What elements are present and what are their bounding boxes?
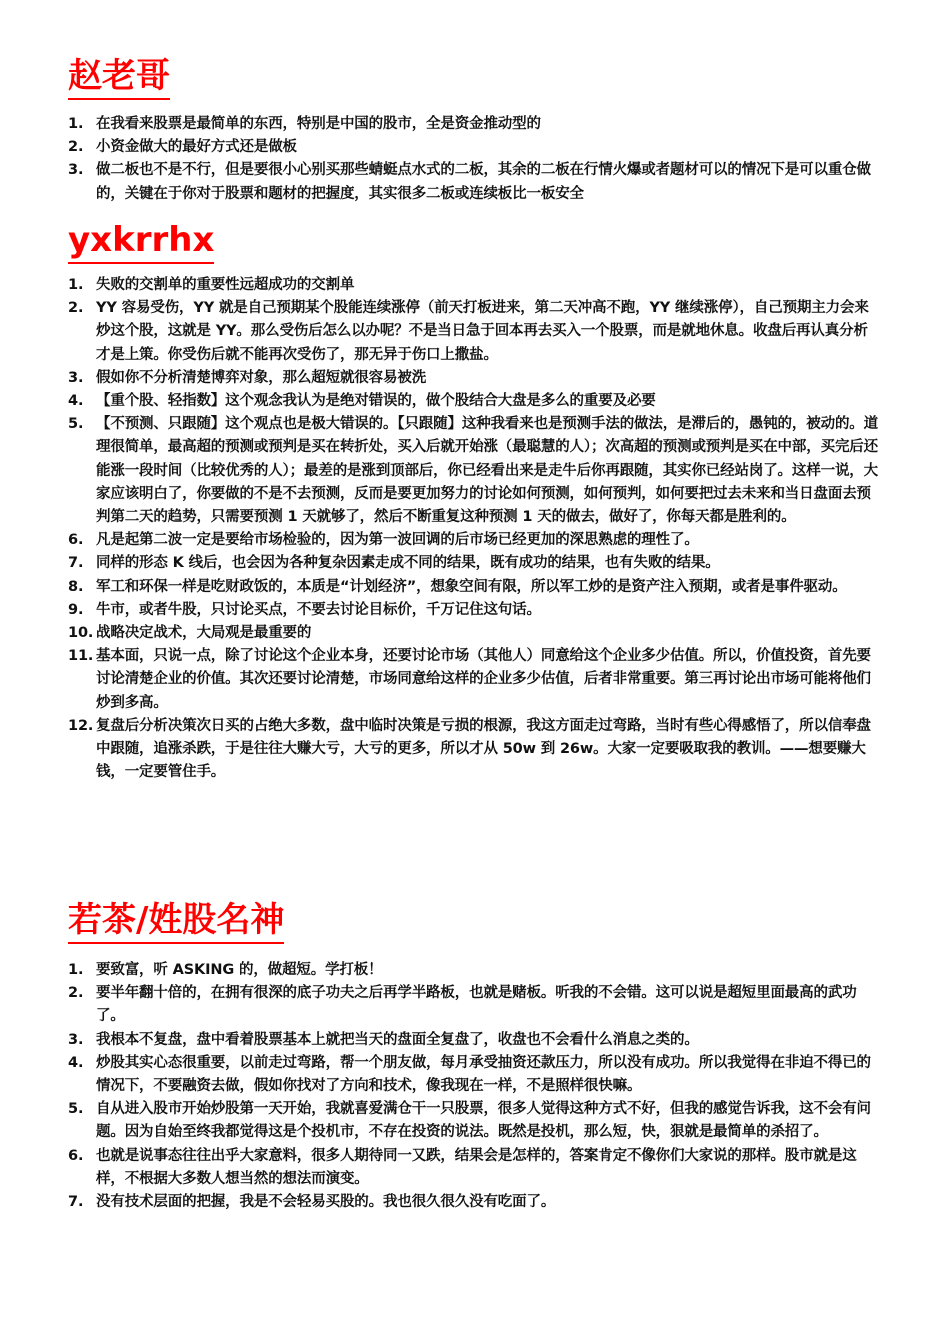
item-number: 6.: [68, 1147, 84, 1164]
list-item: [68, 1145, 880, 1191]
section-title-yxkrrhx: yxkrrhx: [68, 220, 214, 264]
item-number: 7.: [68, 555, 84, 572]
item-number: 5.: [68, 1101, 84, 1118]
list-item: [68, 552, 880, 575]
item-text: 【重个股、轻指数】这个观念我认为是绝对错误的，做个股结合大盘是多么的重要及必要: [96, 393, 656, 410]
item-text: 做二板也不是不行，但是要很小心别买那些蜻蜓点水式的二板，其余的二板在行情火爆或者题材可以的情况下是可以重仓做的，关键在于你对于股票和题材的把握度，其实很多二板或连续板比一板安全: [96, 162, 871, 202]
item-number: 11.: [68, 648, 94, 665]
item-text: 要致富，听 ASKING 的，做超短。学打板！: [96, 962, 383, 978]
item-text: 凡是起第二波一定是要给市场检验的，因为第一波回调的后市场已经更加的深思熟虑的理性了。: [96, 532, 699, 549]
list-item: [68, 159, 880, 205]
item-text: 【不预测、只跟随】这个观点也是极大错误的。【只跟随】这种我看来也是预测手法的做法，是滞后的，愚钝的，被动的。道理很简单，最高超的预测或预判是买在转折处，买入后就开始涨（最聪慧的人）；次高超的预测或预判是买在中部，买完后还能涨一段时间（比较优秀的人）；最差的是涨到顶部后，你已经看出来是走牛后你再跟随，其实你已经站岗了。这样一说，大家应该明白了，你要做的不是不去预测，反而是要更加努力的讨论如何预测，如何预判，如何要把过去未来和当日盘面去预判第二天的趋势，只需要预测 1 天就够了，然后不断重复这种预测 1 天的做去，做好了，你每天都是胜利的。: [96, 416, 878, 526]
quote-list-zhaolaoge: [68, 113, 880, 206]
quote-list-yxkrrhx: [68, 274, 880, 784]
item-text: YY 容易受伤，YY 就是自己预期某个股能连续涨停（前天打板进来，第二天冲高不跑，YY 继续涨停），自己预期主力会来炒这个股，这就是 YY。那么受伤后怎么以办呢？不是当日急于回本再去买入一个股票，而是就地休息。收盘后再认真分析才是上策。你受伤后就不能再次受伤了，那无异于伤口上撒盐。: [96, 300, 869, 363]
list-item: [68, 136, 880, 159]
item-text: 基本面，只说一点，除了讨论这个企业本身，还要讨论市场（其他人）同意给这个企业多少估值。所以，价值投资，首先要讨论清楚企业的价值。其次还要讨论清楚，市场同意给这样的企业多少估值，后者非常重要。第三再讨论出市场可能将他们炒到多高。: [96, 648, 871, 711]
list-item: [68, 1029, 880, 1052]
list-item: [68, 367, 880, 390]
item-number: 4.: [68, 1054, 84, 1071]
list-item: [68, 1052, 880, 1098]
item-number: 9.: [68, 601, 84, 618]
item-number: 1.: [68, 962, 84, 978]
list-item: [68, 297, 880, 367]
list-item: [68, 390, 880, 413]
item-number: 2.: [68, 300, 84, 317]
item-number: 2.: [68, 139, 84, 156]
section-title-rucha: 若茶/姓股名神: [68, 900, 284, 944]
item-text: 小资金做大的最好方式还是做板: [96, 139, 297, 156]
item-number: 6.: [68, 532, 84, 549]
item-number: 4.: [68, 393, 84, 410]
item-text: 牛市，或者牛股，只讨论买点，不要去讨论目标价，千万记住这句话。: [96, 601, 541, 618]
section-title-zhaolaoge: 赵老哥: [68, 56, 170, 100]
list-item: [68, 274, 880, 297]
item-number: 12.: [68, 717, 94, 734]
list-item: [68, 576, 880, 599]
item-number: 8.: [68, 578, 84, 595]
item-number: 5.: [68, 416, 84, 433]
item-text: 失败的交割单的重要性远超成功的交割单: [96, 277, 355, 293]
item-number: 7.: [68, 1194, 84, 1211]
list-item: [68, 413, 880, 529]
item-number: 10.: [68, 625, 94, 642]
item-text: 军工和环保一样是吃财政饭的，本质是“计划经济”，想象空间有限，所以军工炒的是资产注入预期，或者是事件驱动。: [96, 578, 847, 595]
item-text: 也就是说事态往往出乎大家意料，很多人期待同一又跌，结果会是怎样的，答案肯定不像你们大家说的那样。股市就是这样，不根据大多数人想当然的想法而演变。: [96, 1147, 857, 1187]
list-item: [68, 715, 880, 785]
list-item: [68, 1191, 880, 1214]
item-text: 同样的形态 K 线后，也会因为各种复杂因素走成不同的结果，既有成功的结果，也有失败的结果。: [96, 555, 720, 572]
item-text: 我根本不复盘，盘中看着股票基本上就把当天的盘面全复盘了，收盘也不会看什么消息之类的。: [96, 1031, 699, 1048]
item-text: 在我看来股票是最简单的东西，特别是中国的股市，全是资金推动型的: [96, 116, 541, 132]
item-number: 3.: [68, 162, 84, 179]
item-text: 自从进入股市开始炒股第一天开始，我就喜爱满仓干一只股票，很多人觉得这种方式不好，但我的感觉告诉我，这不会有问题。因为自始至终我都觉得这是个投机市，不存在投资的说法。既然是投机，那么短，快，狠就是最简单的杀招了。: [96, 1101, 871, 1141]
item-text: 炒股其实心态很重要，以前走过弯路，帮一个朋友做，每月承受抽资还款压力，所以没有成功。所以我觉得在非迫不得已的情况下，不要融资去做，假如你找对了方向和技术，像我现在一样，不是照样很快嘛。: [96, 1054, 871, 1095]
item-number: 3.: [68, 1031, 84, 1048]
list-item: [68, 529, 880, 552]
item-number: 3.: [68, 369, 84, 386]
item-text: 战略决定战术，大局观是最重要的: [96, 625, 312, 642]
item-text: 没有技术层面的把握，我是不会轻易买股的。我也很久很久没有吃面了。: [96, 1194, 556, 1211]
quote-list-rucha: [68, 959, 880, 1214]
item-text: 要半年翻十倍的，在拥有很深的底子功夫之后再学半路板，也就是赌板。听我的不会错。这可以说是超短里面最高的武功了。: [96, 985, 857, 1025]
item-number: 1.: [68, 277, 84, 293]
item-number: 1.: [68, 116, 84, 132]
item-text: 复盘后分析决策次日买的占绝大多数，盘中临时决策是亏损的根源，我这方面走过弯路，当时有些心得感悟了，所以信奉盘中跟随，追涨杀跌，于是往往大赚大亏，大亏的更多，所以才从 50w 到 26w。大家一定要吸取我的教训。——想要赚大钱，一定要管住手。: [96, 717, 871, 781]
list-item: [68, 622, 880, 645]
list-item: [68, 599, 880, 622]
list-item: [68, 959, 880, 982]
list-item: [68, 645, 880, 715]
list-item: [68, 1098, 880, 1144]
item-text: 假如你不分析清楚博弈对象，那么超短就很容易被洗: [96, 369, 427, 386]
list-item: [68, 113, 880, 136]
list-item: [68, 982, 880, 1028]
item-number: 2.: [68, 985, 84, 1002]
